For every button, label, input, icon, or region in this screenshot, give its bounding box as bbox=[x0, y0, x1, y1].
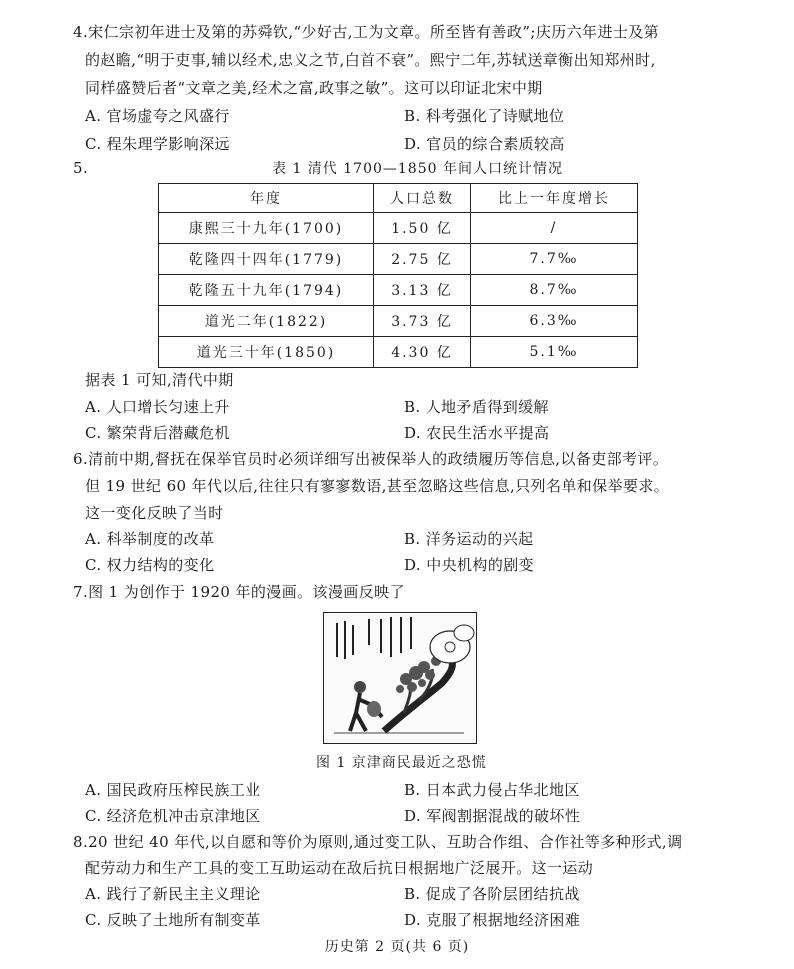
table-cell-growth: 7.7‰ bbox=[471, 244, 638, 275]
table-cell-growth: 8.7‰ bbox=[471, 275, 638, 306]
q4-stem-line-3: 同样盛赞后者“文章之美,经术之富,政事之敏”。这可以印证北宋中期 bbox=[85, 79, 543, 97]
table-cell-year: 乾隆四十四年(1779) bbox=[159, 244, 374, 275]
q6-option-c[interactable]: C. 权力结构的变化 bbox=[85, 556, 215, 574]
figure-caption: 图 1 京津商民最近之恐慌 bbox=[316, 755, 487, 771]
q8-stem-line-1: 8.20 世纪 40 年代,以自愿和等价为原则,通过变工队、互助合作组、合作社等多种形式,调 bbox=[73, 833, 683, 851]
table-header-row bbox=[159, 184, 638, 213]
q5-number: 5. bbox=[73, 159, 89, 177]
table-cell-population: 2.75 亿 bbox=[374, 244, 471, 275]
q8-option-c[interactable]: C. 反映了土地所有制变革 bbox=[85, 911, 261, 929]
q8-option-a[interactable]: A. 践行了新民主主义理论 bbox=[85, 885, 261, 903]
table-cell-year: 道光二年(1822) bbox=[159, 306, 374, 337]
q7-stem: 7.图 1 为创作于 1920 年的漫画。该漫画反映了 bbox=[73, 583, 405, 601]
q6-stem-line-3: 这一变化反映了当时 bbox=[85, 504, 224, 522]
table-title: 表 1 清代 1700—1850 年间人口统计情况 bbox=[272, 161, 563, 177]
cartoon-figure bbox=[323, 612, 477, 744]
table-cell-year: 道光三十年(1850) bbox=[159, 337, 374, 368]
q4-stem-line-2: 的赵瞻,“明于吏事,辅以经术,忠义之节,白首不衰”。熙宁二年,苏轼送章衡出知郑州时, bbox=[85, 51, 656, 69]
q6-option-b[interactable]: B. 洋务运动的兴起 bbox=[404, 530, 534, 548]
q7-option-c[interactable]: C. 经济危机冲击京津地区 bbox=[85, 807, 261, 825]
table-cell-population: 3.73 亿 bbox=[374, 306, 471, 337]
q6-option-a[interactable]: A. 科举制度的改革 bbox=[85, 530, 215, 548]
table-cell-year: 乾隆五十九年(1794) bbox=[159, 275, 374, 306]
table-cell-population: 3.13 亿 bbox=[374, 275, 471, 306]
table-row bbox=[159, 244, 638, 275]
q8-stem-line-2: 配劳动力和生产工具的变工互助运动在敌后抗日根据地广泛展开。这一运动 bbox=[85, 859, 594, 877]
q8-option-d[interactable]: D. 克服了根据地经济困难 bbox=[404, 911, 581, 929]
table-header: 人口总数 bbox=[374, 184, 471, 213]
q5-option-a[interactable]: A. 人口增长匀速上升 bbox=[85, 398, 230, 416]
table-cell-growth: / bbox=[471, 213, 638, 244]
q7-option-a[interactable]: A. 国民政府压榨民族工业 bbox=[85, 781, 261, 799]
table-row bbox=[159, 213, 638, 244]
q8-option-b[interactable]: B. 促成了各阶层团结抗战 bbox=[404, 885, 580, 903]
table-cell-population: 1.50 亿 bbox=[374, 213, 471, 244]
table-row bbox=[159, 306, 638, 337]
q4-option-b[interactable]: B. 科考强化了诗赋地位 bbox=[404, 107, 565, 125]
q5-option-c[interactable]: C. 繁荣背后潜藏危机 bbox=[85, 424, 230, 442]
table-row bbox=[159, 337, 638, 368]
q6-stem-line-2: 但 19 世纪 60 年代以后,往往只有寥寥数语,甚至忽略这些信息,只列名单和保举要求。 bbox=[85, 477, 670, 495]
q4-stem-line-1: 4.宋仁宗初年进士及第的苏舜钦,“少好古,工为文章。所至皆有善政”;庆历六年进士及第 bbox=[73, 23, 660, 41]
table-cell-growth: 6.3‰ bbox=[471, 306, 638, 337]
q6-stem-line-1: 6.清前中期,督抚在保举官员时必须详细写出被保举人的政绩履历等信息,以备吏部考评。 bbox=[73, 450, 669, 468]
q4-option-a[interactable]: A. 官场虚夸之风盛行 bbox=[85, 107, 230, 125]
q5-option-b[interactable]: B. 人地矛盾得到缓解 bbox=[404, 398, 549, 416]
page-footer: 历史第 2 页(共 6 页) bbox=[324, 939, 470, 955]
q5-option-d[interactable]: D. 农民生活水平提高 bbox=[404, 424, 550, 442]
q7-option-d[interactable]: D. 军阀割据混战的破坏性 bbox=[404, 807, 581, 825]
table-row bbox=[159, 275, 638, 306]
q7-option-b[interactable]: B. 日本武力侵占华北地区 bbox=[404, 781, 580, 799]
population-table bbox=[158, 183, 638, 368]
q4-option-d[interactable]: D. 官员的综合素质较高 bbox=[404, 135, 565, 153]
table-header: 比上一年度增长 bbox=[471, 184, 638, 213]
table-cell-growth: 5.1‰ bbox=[471, 337, 638, 368]
table-cell-population: 4.30 亿 bbox=[374, 337, 471, 368]
cartoon-illustration bbox=[324, 613, 476, 743]
table-cell-year: 康熙三十九年(1700) bbox=[159, 213, 374, 244]
q4-option-c[interactable]: C. 程朱理学影响深远 bbox=[85, 135, 230, 153]
table-header: 年度 bbox=[159, 184, 374, 213]
q6-option-d[interactable]: D. 中央机构的剧变 bbox=[404, 556, 535, 574]
q5-stem: 据表 1 可知,清代中期 bbox=[85, 371, 234, 389]
